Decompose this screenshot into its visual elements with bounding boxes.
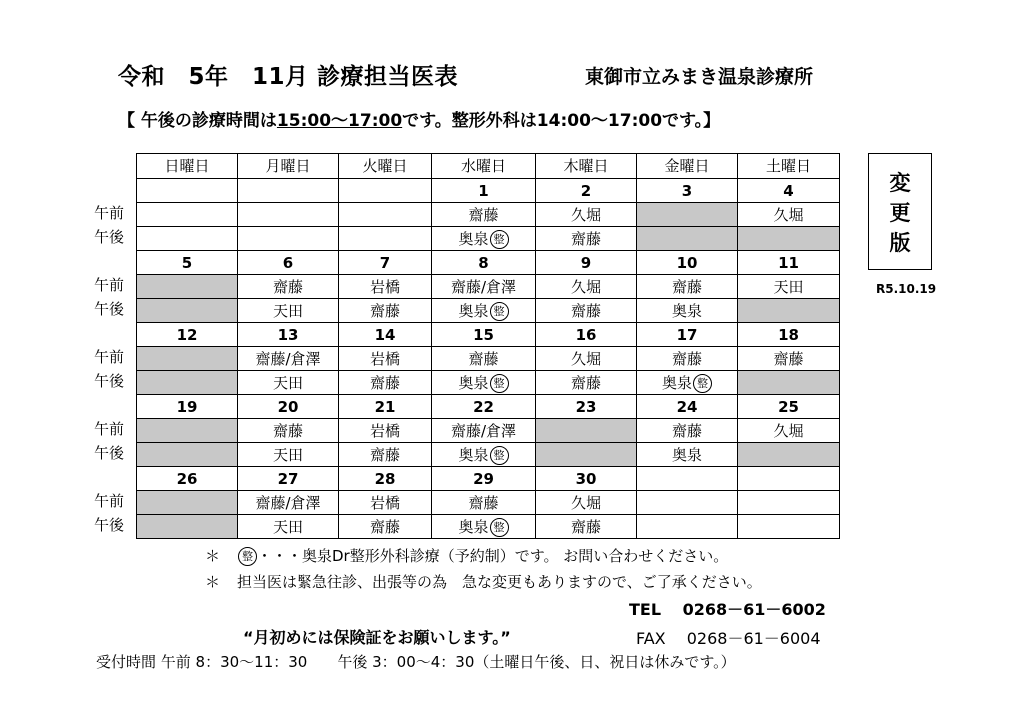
seikei-mark-icon: 整 <box>490 374 509 393</box>
weekday-header: 木曜日 <box>536 154 637 179</box>
date-cell: 24 <box>637 395 738 419</box>
row-label-pm: 午後 <box>94 444 125 462</box>
row-label-am: 午前 <box>94 492 125 510</box>
doctor-cell <box>536 491 637 515</box>
doctor-name: 齋藤 <box>272 277 303 296</box>
doctor-cell <box>238 491 339 515</box>
weekday-header: 日曜日 <box>137 154 238 179</box>
doctor-cell <box>738 299 840 323</box>
date-cell: 23 <box>536 395 637 419</box>
date-cell: 5 <box>137 251 238 275</box>
date-cell: 12 <box>137 323 238 347</box>
doctor-cell <box>339 203 432 227</box>
doctor-cell <box>536 371 637 395</box>
date-cell: 26 <box>137 467 238 491</box>
weekday-header: 月曜日 <box>238 154 339 179</box>
doctor-name: 齋藤 <box>272 421 303 440</box>
revised-edition-badge <box>868 153 932 270</box>
doctor-name: 天田 <box>272 301 303 320</box>
row-label-pm: 午後 <box>94 228 125 246</box>
doctor-name: 齋藤 <box>570 229 601 248</box>
fax: FAX 0268－61－6004 <box>636 629 821 648</box>
date-cell: 27 <box>238 467 339 491</box>
doctor-cell <box>238 227 339 251</box>
doctor-name: 天田 <box>272 373 303 392</box>
asterisk: ＊ <box>205 547 221 565</box>
date-cell: 29 <box>432 467 536 491</box>
doctor-cell <box>637 347 738 371</box>
doctor-name: 奥泉 <box>671 301 702 320</box>
doctor-name: 齋藤 <box>369 301 400 320</box>
doctor-name: 齋藤 <box>671 277 702 296</box>
note-orthopedic <box>205 545 728 566</box>
doctor-cell <box>137 371 238 395</box>
date-cell: 22 <box>432 395 536 419</box>
date-cell: 28 <box>339 467 432 491</box>
doctor-cell <box>238 203 339 227</box>
doctor-name: 久堀 <box>773 205 804 224</box>
doctor-name: 天田 <box>773 277 804 296</box>
doctor-cell <box>738 203 840 227</box>
doctor-cell <box>238 515 339 539</box>
slot-row-pm <box>137 443 840 467</box>
doctor-name: 齋藤 <box>671 349 702 368</box>
date-cell: 10 <box>637 251 738 275</box>
doctor-cell <box>536 227 637 251</box>
doctor-cell <box>432 491 536 515</box>
doctor-cell <box>536 299 637 323</box>
date-cell: 2 <box>536 179 637 203</box>
doctor-cell <box>339 491 432 515</box>
doctor-cell <box>432 227 536 251</box>
doctor-name: 齋藤 <box>671 421 702 440</box>
doctor-name: 奥泉 <box>458 373 489 392</box>
doctor-cell <box>536 203 637 227</box>
date-cell: 25 <box>738 395 840 419</box>
date-row <box>137 395 840 419</box>
doctor-cell <box>238 419 339 443</box>
doctor-name: 齋藤 <box>773 349 804 368</box>
doctor-cell <box>339 299 432 323</box>
date-cell: 14 <box>339 323 432 347</box>
doctor-cell <box>536 443 637 467</box>
hours-suffix: です。整形外科は14:00～17:00です。】 <box>402 111 721 131</box>
doctor-name: 齋藤 <box>570 517 601 536</box>
doctor-name: 奥泉 <box>458 445 489 464</box>
doctor-cell <box>637 419 738 443</box>
date-cell: 15 <box>432 323 536 347</box>
date-cell: 9 <box>536 251 637 275</box>
date-cell: 8 <box>432 251 536 275</box>
date-cell: 3 <box>637 179 738 203</box>
date-row <box>137 179 840 203</box>
doctor-cell <box>137 491 238 515</box>
badge-char: 変 <box>889 171 911 195</box>
doctor-cell <box>637 491 738 515</box>
page-title: 令和 5年 11月 診療担当医表 <box>118 64 459 90</box>
doctor-name: 久堀 <box>570 277 601 296</box>
doctor-name: 奥泉 <box>458 229 489 248</box>
doctor-name: 久堀 <box>773 421 804 440</box>
doctor-cell <box>432 515 536 539</box>
date-cell: 7 <box>339 251 432 275</box>
seikei-mark-icon: 整 <box>490 518 509 537</box>
seikei-mark-icon: 整 <box>693 374 712 393</box>
doctor-cell <box>738 347 840 371</box>
revision-date: R5.10.19 <box>876 282 937 296</box>
date-cell: 6 <box>238 251 339 275</box>
doctor-name: 齋藤 <box>369 517 400 536</box>
doctor-name: 齋藤/倉澤 <box>255 493 321 512</box>
hours-prefix: 【 午後の診療時間は <box>118 111 277 131</box>
doctor-cell <box>738 515 840 539</box>
doctor-cell <box>137 275 238 299</box>
doctor-cell <box>637 227 738 251</box>
doctor-name: 天田 <box>272 445 303 464</box>
date-cell: 20 <box>238 395 339 419</box>
doctor-cell <box>738 275 840 299</box>
asterisk: ＊ <box>205 573 221 591</box>
date-cell <box>339 179 432 203</box>
doctor-name: 久堀 <box>570 493 601 512</box>
doctor-cell <box>637 203 738 227</box>
schedule-table <box>136 153 840 539</box>
doctor-cell <box>536 347 637 371</box>
seikei-mark-icon: 整 <box>490 446 509 465</box>
date-row <box>137 251 840 275</box>
seikei-mark-icon: 整 <box>490 302 509 321</box>
date-cell: 4 <box>738 179 840 203</box>
note1-text: ・・・奥泉Dr整形外科診療（予約制）です。 お問い合わせください。 <box>257 547 729 565</box>
doctor-cell <box>339 515 432 539</box>
doctor-cell <box>432 443 536 467</box>
hours-underlined: 15:00～17:00 <box>276 111 403 131</box>
doctor-cell <box>738 443 840 467</box>
doctor-cell <box>637 515 738 539</box>
doctor-name: 岩橋 <box>369 421 400 440</box>
doctor-cell <box>137 443 238 467</box>
doctor-name: 齋藤 <box>369 445 400 464</box>
doctor-cell <box>339 227 432 251</box>
date-cell: 30 <box>536 467 637 491</box>
row-label-pm: 午後 <box>94 300 125 318</box>
afternoon-hours-notice <box>118 106 720 131</box>
date-cell: 18 <box>738 323 840 347</box>
doctor-cell <box>238 299 339 323</box>
clinic-name: 東御市立みまき温泉診療所 <box>585 66 814 88</box>
date-cell: 19 <box>137 395 238 419</box>
doctor-cell <box>238 347 339 371</box>
doctor-name: 齋藤 <box>369 373 400 392</box>
doctor-cell <box>238 275 339 299</box>
telephone: TEL 0268－61－6002 <box>629 600 826 619</box>
doctor-cell <box>432 371 536 395</box>
doctor-name: 岩橋 <box>369 349 400 368</box>
doctor-cell <box>339 443 432 467</box>
slot-row-am <box>137 275 840 299</box>
doctor-cell <box>137 203 238 227</box>
doctor-cell <box>738 419 840 443</box>
row-label-am: 午前 <box>94 276 125 294</box>
doctor-name: 齋藤 <box>468 493 499 512</box>
date-cell: 21 <box>339 395 432 419</box>
doctor-cell <box>432 419 536 443</box>
row-label-pm: 午後 <box>94 372 125 390</box>
seikei-mark-icon: 整 <box>238 547 257 566</box>
weekday-header: 火曜日 <box>339 154 432 179</box>
doctor-cell <box>238 443 339 467</box>
doctor-name: 奥泉 <box>671 445 702 464</box>
date-cell: 1 <box>432 179 536 203</box>
doctor-cell <box>137 347 238 371</box>
badge-char: 更 <box>889 201 911 225</box>
doctor-cell <box>637 275 738 299</box>
doctor-cell <box>339 371 432 395</box>
slot-row-am <box>137 491 840 515</box>
doctor-name: 岩橋 <box>369 277 400 296</box>
seikei-mark-icon: 整 <box>490 230 509 249</box>
date-cell: 16 <box>536 323 637 347</box>
doctor-name: 齋藤 <box>468 205 499 224</box>
doctor-cell <box>432 347 536 371</box>
doctor-name: 齋藤/倉澤 <box>450 421 517 440</box>
doctor-name: 齋藤 <box>570 301 601 320</box>
doctor-cell <box>432 275 536 299</box>
date-row <box>137 467 840 491</box>
row-label-pm: 午後 <box>94 516 125 534</box>
slot-row-am <box>137 203 840 227</box>
badge-char: 版 <box>889 231 911 255</box>
weekday-header: 水曜日 <box>432 154 536 179</box>
doctor-cell <box>339 419 432 443</box>
doctor-cell <box>137 299 238 323</box>
note2-text: 担当医は緊急往診、出張等の為 急な変更もありますので、ご了承ください。 <box>237 573 762 591</box>
doctor-cell <box>137 419 238 443</box>
doctor-name: 奥泉 <box>458 301 489 320</box>
date-cell <box>637 467 738 491</box>
doctor-cell <box>432 299 536 323</box>
doctor-cell <box>339 275 432 299</box>
date-row <box>137 323 840 347</box>
doctor-name: 天田 <box>272 517 303 536</box>
doctor-cell <box>536 515 637 539</box>
doctor-name: 久堀 <box>570 349 601 368</box>
slot-row-am <box>137 419 840 443</box>
row-label-am: 午前 <box>94 420 125 438</box>
doctor-cell <box>432 203 536 227</box>
slot-row-am <box>137 347 840 371</box>
note-changes <box>205 571 762 592</box>
date-cell <box>238 179 339 203</box>
doctor-cell <box>637 443 738 467</box>
doctor-cell <box>238 371 339 395</box>
date-cell: 13 <box>238 323 339 347</box>
slot-row-pm <box>137 299 840 323</box>
row-label-am: 午前 <box>94 204 125 222</box>
weekday-header-row <box>137 154 840 179</box>
doctor-name: 奥泉 <box>458 517 489 536</box>
weekday-header: 土曜日 <box>738 154 840 179</box>
slot-row-pm <box>137 227 840 251</box>
slot-row-pm <box>137 371 840 395</box>
doctor-cell <box>738 371 840 395</box>
reception-hours: 受付時間 午前 8：30～11：30 午後 3：00～4：30（土曜日午後、日、祝日は休みです。） <box>96 653 736 671</box>
doctor-cell <box>536 275 637 299</box>
doctor-cell <box>137 515 238 539</box>
doctor-cell <box>738 227 840 251</box>
doctor-cell <box>738 491 840 515</box>
doctor-name: 久堀 <box>570 205 601 224</box>
weekday-header: 金曜日 <box>637 154 738 179</box>
doctor-name: 岩橋 <box>369 493 400 512</box>
doctor-cell <box>536 419 637 443</box>
doctor-cell <box>137 227 238 251</box>
doctor-name: 齋藤/倉澤 <box>450 277 517 296</box>
doctor-name: 齋藤 <box>468 349 499 368</box>
doctor-name: 齋藤 <box>570 373 601 392</box>
date-cell <box>137 179 238 203</box>
doctor-name: 齋藤/倉澤 <box>255 349 321 368</box>
slot-row-pm <box>137 515 840 539</box>
doctor-cell <box>637 299 738 323</box>
doctor-name: 奥泉 <box>661 373 692 392</box>
doctor-cell <box>637 371 738 395</box>
date-cell: 11 <box>738 251 840 275</box>
date-cell: 17 <box>637 323 738 347</box>
insurance-reminder: “月初めには保険証をお願いします。” <box>243 628 511 647</box>
doctor-cell <box>339 347 432 371</box>
date-cell <box>738 467 840 491</box>
row-label-am: 午前 <box>94 348 125 366</box>
